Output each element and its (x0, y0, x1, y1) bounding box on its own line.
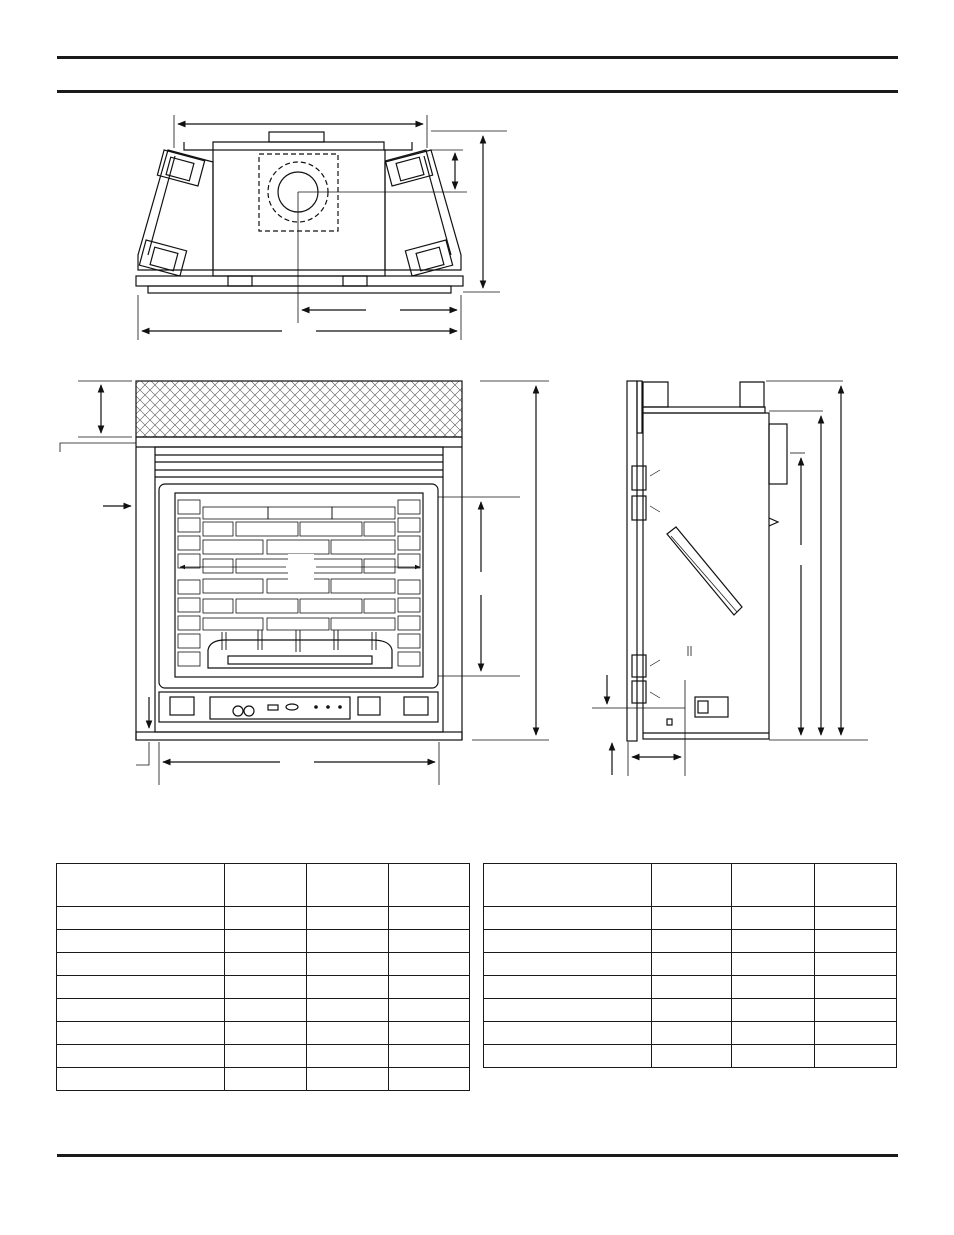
table-header-cell (652, 864, 732, 907)
dimensions-table-left (56, 863, 470, 1091)
table-cell (484, 953, 652, 976)
table-cell (57, 1068, 225, 1091)
table-row (484, 930, 897, 953)
table-cell (652, 1022, 732, 1045)
table-cell (652, 976, 732, 999)
table-cell (815, 999, 897, 1022)
table-row (57, 907, 470, 930)
table-cell (307, 1045, 389, 1068)
table-row (57, 1045, 470, 1068)
top-view (136, 115, 507, 340)
table-cell (815, 953, 897, 976)
table-cell (652, 953, 732, 976)
table-header-cell (732, 864, 815, 907)
table-cell (732, 930, 815, 953)
table-cell (652, 1045, 732, 1068)
table-row (57, 1022, 470, 1045)
table-cell (57, 907, 225, 930)
table-cell (307, 907, 389, 930)
table-cell (652, 907, 732, 930)
table-cell (57, 976, 225, 999)
table-cell (389, 1022, 470, 1045)
table-cell (732, 1045, 815, 1068)
table-cell (815, 930, 897, 953)
table-cell (732, 907, 815, 930)
table-cell (652, 999, 732, 1022)
table-row (57, 976, 470, 999)
table-cell (484, 999, 652, 1022)
table-cell (225, 999, 307, 1022)
table-cell (732, 976, 815, 999)
table-header-cell (307, 864, 389, 907)
table-cell (484, 1022, 652, 1045)
table-cell (57, 1022, 225, 1045)
table-cell (484, 930, 652, 953)
table-cell (307, 1068, 389, 1091)
table-cell (307, 930, 389, 953)
table-cell (815, 976, 897, 999)
table-cell (389, 976, 470, 999)
table-cell (225, 1068, 307, 1091)
table-cell (484, 976, 652, 999)
table-row (57, 930, 470, 953)
table-cell (815, 1022, 897, 1045)
table-cell (225, 930, 307, 953)
table-cell (57, 953, 225, 976)
table-row (484, 953, 897, 976)
side-view (592, 381, 868, 776)
table-cell (57, 999, 225, 1022)
table-cell (225, 1045, 307, 1068)
table-row (484, 999, 897, 1022)
table-header-cell (815, 864, 897, 907)
table-row (484, 907, 897, 930)
table-cell (225, 907, 307, 930)
table-cell (652, 930, 732, 953)
dimensions-table-right (483, 863, 897, 1068)
table-cell (732, 999, 815, 1022)
table-cell (307, 1022, 389, 1045)
table-cell (732, 953, 815, 976)
table-header-cell (225, 864, 307, 907)
table-row (484, 1045, 897, 1068)
table-row (57, 953, 470, 976)
table-header-cell (389, 864, 470, 907)
table-cell (815, 1045, 897, 1068)
table-cell (389, 999, 470, 1022)
table-cell (389, 1045, 470, 1068)
table-cell (732, 1022, 815, 1045)
table-cell (815, 907, 897, 930)
table-header-cell (57, 864, 225, 907)
table-cell (225, 1022, 307, 1045)
table-row (484, 1022, 897, 1045)
table-cell (57, 1045, 225, 1068)
table-row (484, 976, 897, 999)
table-cell (307, 953, 389, 976)
front-view (60, 381, 549, 785)
table-row (57, 1068, 470, 1091)
table-cell (57, 930, 225, 953)
table-header-cell (484, 864, 652, 907)
table-cell (225, 953, 307, 976)
table-row (57, 999, 470, 1022)
table-cell (484, 1045, 652, 1068)
table-cell (389, 1068, 470, 1091)
table-cell (307, 999, 389, 1022)
table-cell (307, 976, 389, 999)
table-cell (225, 976, 307, 999)
table-cell (484, 907, 652, 930)
footer-rule (57, 1154, 898, 1157)
table-cell (389, 953, 470, 976)
table-cell (389, 907, 470, 930)
table-cell (389, 930, 470, 953)
